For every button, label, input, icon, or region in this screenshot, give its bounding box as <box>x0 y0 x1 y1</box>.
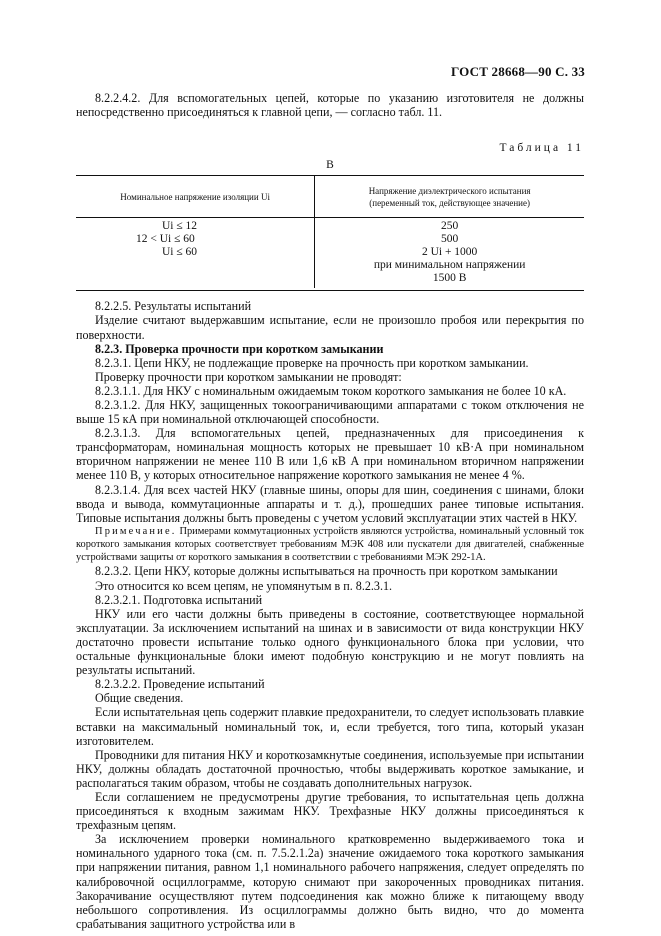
paragraph: 8.2.3.1.3. Для вспомогательных цепей, предназначенных для присоединения к трансформаторам, номинальная мощность которых не превышает 10 кВ·А при номинальном вторичном напряжении не менее 110 В или 1,6 кВ А при номинальном вторичном напряжении менее 110 В, у которых относительное напряжение короткого замыкания не менее 4 %. <box>76 426 584 483</box>
voltage-range-3: Ui ≤ 60 <box>162 245 198 258</box>
voltage-range-2: 12 < Ui ≤ 60 <box>136 233 195 246</box>
col2-header <box>315 176 584 218</box>
table-bottom-rule <box>76 290 584 291</box>
col1-header: Номинальное напряжение изоляции Ui <box>76 176 315 218</box>
paragraph: Если соглашением не предусмотрены другие требования, то испытательная цепь должна присоединяться к входным зажимам НКУ. Трехфазные НКУ должны присоединяться к трехфазным цепям. <box>76 789 584 833</box>
paragraph: Проверку прочности при коротком замыкании не проводят: <box>95 369 402 384</box>
test-voltage-2: 500 <box>441 233 459 246</box>
note-label: Примечание. <box>95 525 177 537</box>
col2-header-line1: Напряжение диэлектрического испытания <box>368 185 531 196</box>
table-cell-voltage <box>76 218 315 288</box>
table-row <box>76 218 584 288</box>
table-cell-test-voltage <box>315 218 584 288</box>
document-body <box>76 91 584 931</box>
paragraph: 8.2.3.1. Цепи НКУ, не подлежащие проверке на прочность при коротком замыкании. <box>95 355 529 370</box>
paragraph: 8.2.3.2.1. Подготовка испытаний <box>95 592 263 607</box>
paragraph: Если испытательная цепь содержит плавкие предохранители, то следует использовать плавкие вставки на максимальный номинальный ток, и, если требуется, того типа, который указан изготовителем. <box>76 705 584 748</box>
table-11 <box>76 175 584 288</box>
paragraph: Это относится ко всем цепям, не упомянутым в п. 8.2.3.1. <box>95 578 393 593</box>
table-unit: В <box>326 159 334 172</box>
voltage-range-1: Ui ≤ 12 <box>162 220 198 233</box>
test-voltage-3: 2 Ui + 1000 <box>421 245 478 258</box>
col2-header-line2: (переменный ток, действующее значение) <box>369 197 530 208</box>
paragraph-list <box>76 299 584 931</box>
paragraph: 8.2.3.1.2. Для НКУ, защищенных токоограничивающими аппаратами с током отключения не выше 15 кА при номинальной отключающей способности. <box>76 398 584 427</box>
paragraph: Изделие считают выдержавшим испытание, если не произошло пробоя или перекрытия по поверхности. <box>76 313 584 342</box>
test-voltage-1: 250 <box>441 220 459 233</box>
table-caption: Таблица 11 <box>499 142 584 155</box>
paragraph: Проводники для питания НКУ и короткозамкнутые соединения, используемые при испытании НКУ, должны обладать достаточной прочностью, чтобы выдерживать короткое замыкание, и располагаться таким образом, чтобы не создавать дополнительных нагрузок. <box>76 747 584 790</box>
paragraph-8-2-2-4-2: 8.2.2.4.2. Для вспомогательных цепей, которые по указанию изготовителя не должны непосредственно присоединяться к главной цепи, — согласно табл. 11. <box>76 91 584 120</box>
paragraph: НКУ или его части должны быть приведены в состояние, соответствующее нормальной эксплуатации. За исключением испытаний на шинах и в зависимости от вида конструкции НКУ достаточно провести испытание только одного функционального блока при условии, что остальные функциональные блоки имеют подобную конструкцию и не могут повлиять на результаты испытаний. <box>76 606 584 678</box>
test-voltage-min: 1500 В <box>432 271 467 284</box>
paragraph: Общие сведения. <box>95 691 184 706</box>
table-header-row <box>76 176 584 218</box>
paragraph: 8.2.3.1.1. Для НКУ с номинальным ожидаемым током короткого замыкания не более 10 кА. <box>95 383 567 398</box>
paragraph: 8.2.3.2. Цепи НКУ, которые должны испытываться на прочность при коротком замыкании <box>95 564 558 579</box>
paragraph: 8.2.3.1.4. Для всех частей НКУ (главные шины, опоры для шин, соединения с шинами, блоки ввода и вывода, коммутационные аппараты и т. д.), прошедших ранее типовые испытания. Типовые испытания должны быть проведены с учетом условий эксплуатации этих частей в НКУ. <box>76 482 584 525</box>
paragraph: 8.2.3. Проверка прочности при коротком замыкании <box>95 341 384 356</box>
page-header: ГОСТ 28668—90 С. 33 <box>451 64 585 79</box>
paragraph: 8.2.3.2.2. Проведение испытаний <box>95 677 265 692</box>
paragraph: Примечание. Примерами коммутационных устройств являются устройства, номинальный условный ток короткого замыкания которых соответствует требованиям МЭК 408 или пускатели для двигателей, снабженные устройствами защиты от короткого замыкания в соответствии с требованиями МЭК 292-1А. <box>76 525 584 564</box>
paragraph: За исключением проверки номинального кратковременно выдерживаемого тока и номинального ударного тока (см. п. 7.5.2.1.2а) значение ожидаемого тока короткого замыкания при напряжении питания, равном 1,1 номинального рабочего напряжения, следует определять по калибровочной осциллограмме, которую снимают при закороченных проводниках питания. Закорачивание осуществляют путем подсоединения как можно ближе к питающему вводу небольшого сопротивления. Из осциллограммы должно быть видно, что до момента срабатывания защитного устройства или в <box>76 832 584 931</box>
paragraph: 8.2.2.5. Результаты испытаний <box>95 299 252 314</box>
test-voltage-note: при минимальном напряжении <box>373 258 526 271</box>
